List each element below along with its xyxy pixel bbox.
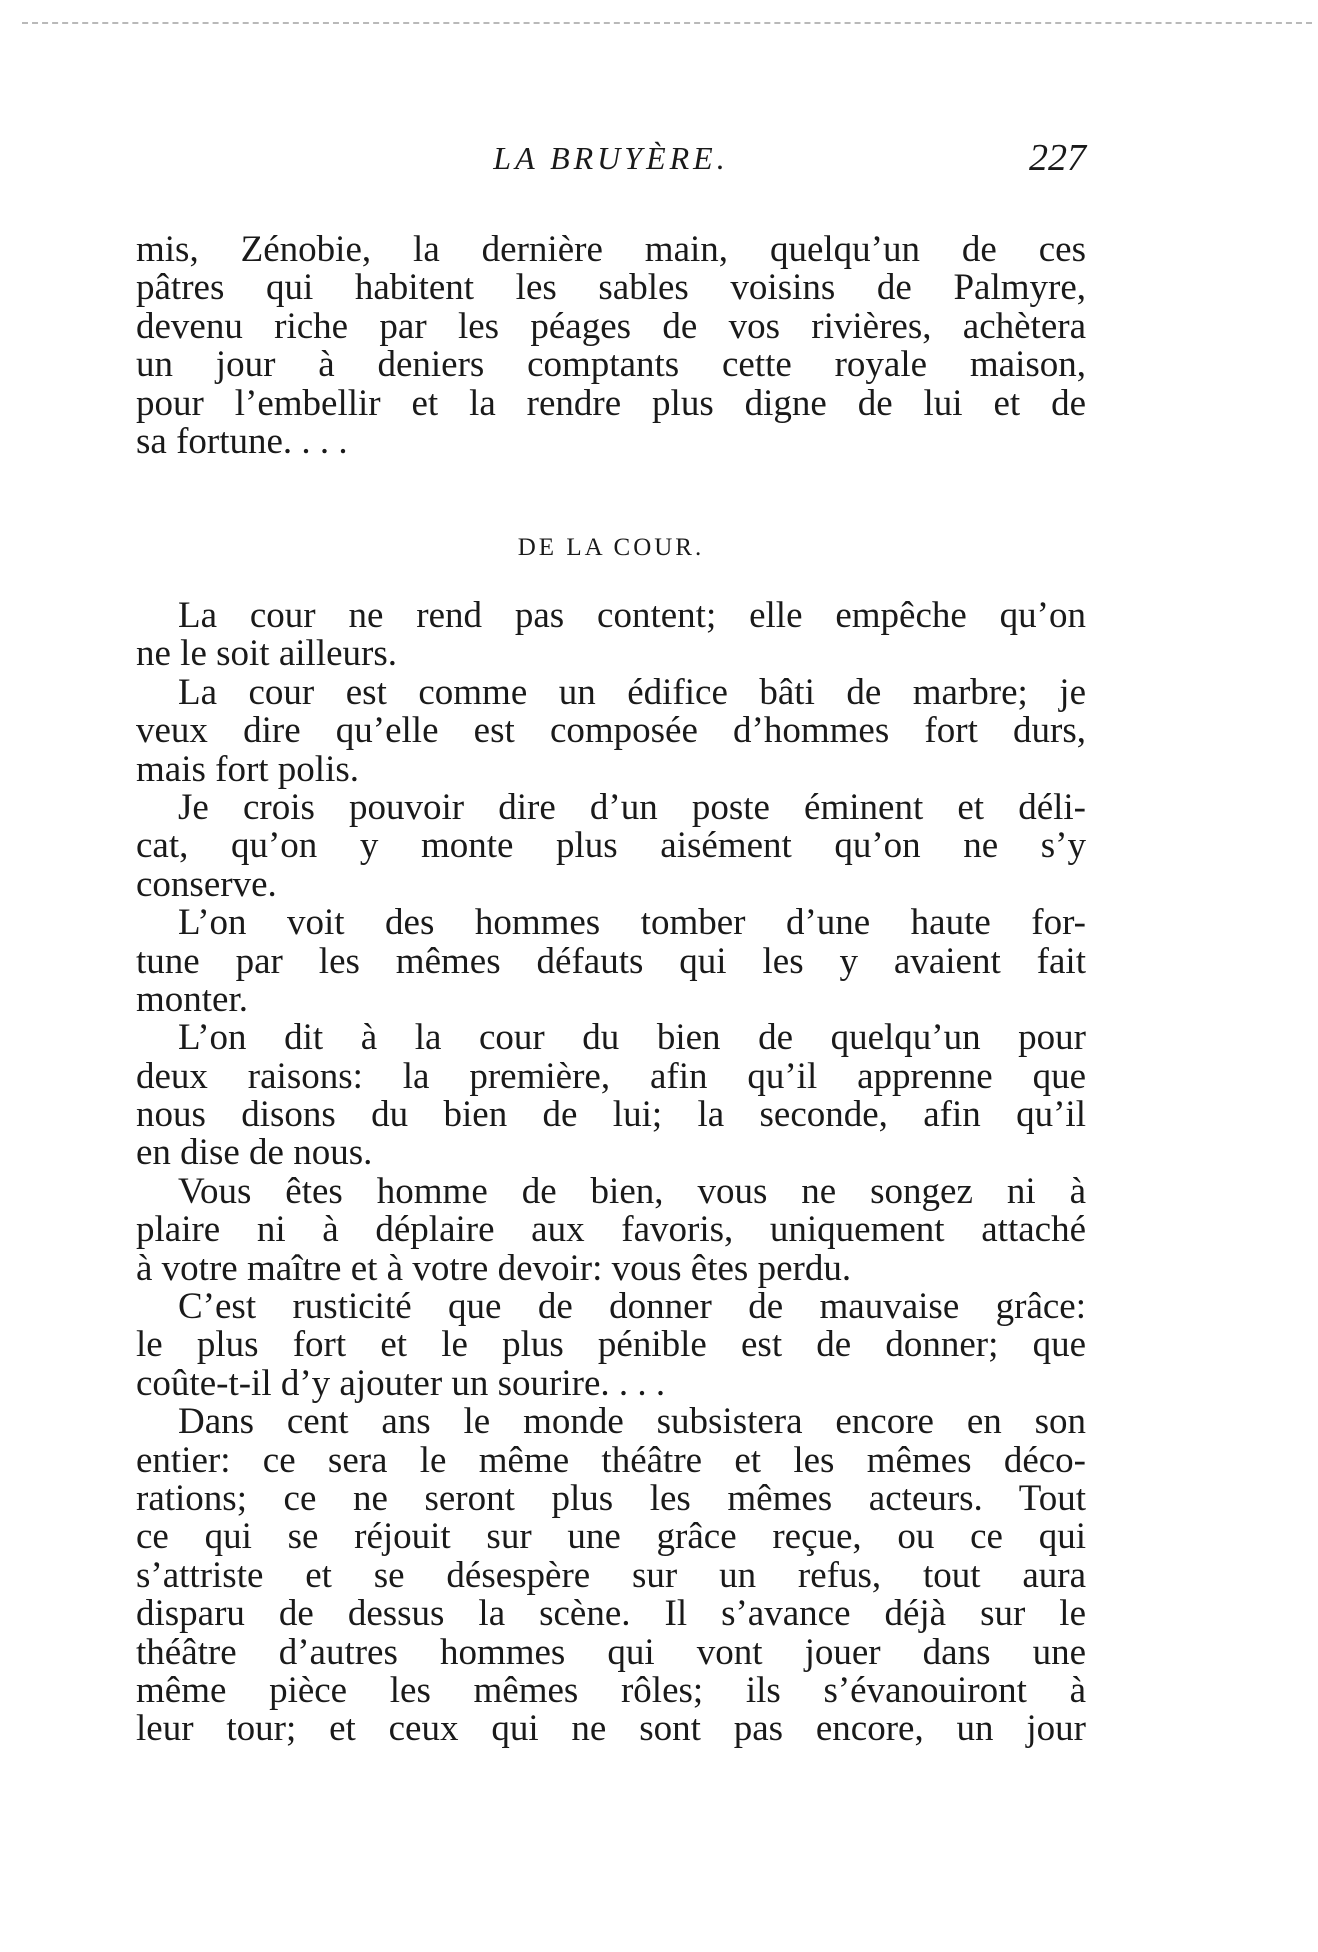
page-number: 227 <box>1029 137 1086 179</box>
text-line: nous disons du bien de lui; la seconde, afin qu’il <box>136 1094 1086 1136</box>
text-line: en dise de nous. <box>136 1132 373 1174</box>
text-line: devenu riche par les péages de vos rivières, achètera <box>136 305 1086 347</box>
text-line: coûte-t-il d’y ajouter un sourire. . . . <box>136 1362 666 1404</box>
intro-paragraph <box>136 231 1086 461</box>
text-line: s’attriste et se désespère sur un refus, tout aura <box>136 1554 1086 1596</box>
text-line: même pièce les mêmes rôles; ils s’évanouiront à <box>136 1669 1086 1711</box>
running-title: LA BRUYÈRE. <box>493 140 729 176</box>
text-line: Dans cent ans le monde subsistera encore en son <box>178 1401 1086 1443</box>
text-line: mis, Zénobie, la dernière main, quelqu’un de ces <box>136 229 1086 270</box>
text-line: mais fort polis. <box>136 748 360 790</box>
text-line: ce qui se réjouit sur une grâce reçue, ou ce qui <box>136 1516 1086 1558</box>
text-line: cat, qu’on y monte plus aisément qu’on ne s’y <box>136 825 1086 867</box>
text-line: sa fortune. . . . <box>136 420 348 462</box>
text-line: leur tour; et ceux qui ne sont pas encore, un jour <box>136 1708 1086 1750</box>
text-line: plaire ni à déplaire aux favoris, uniquement attaché <box>136 1209 1086 1251</box>
text-line: C’est rusticité que de donner de mauvaise grâce: <box>178 1286 1086 1328</box>
scan-top-edge-rule <box>22 22 1312 24</box>
text-line: ne le soit ailleurs. <box>136 633 397 675</box>
text-line: tune par les mêmes défauts qui les y avaient fait <box>136 940 1086 982</box>
text-line: deux raisons: la première, afin qu’il apprenne que <box>136 1055 1086 1097</box>
text-line: conserve. <box>136 863 277 905</box>
text-line: le plus fort et le plus pénible est de donner; que <box>136 1324 1086 1366</box>
text-line: La cour est comme un édifice bâti de marbre; je <box>178 671 1086 713</box>
text-line: veux dire qu’elle est composée d’hommes fort durs, <box>136 710 1086 752</box>
running-head <box>136 137 1086 184</box>
text-line: un jour à deniers comptants cette royale maison, <box>136 344 1086 386</box>
text-line: L’on dit à la cour du bien de quelqu’un pour <box>178 1017 1086 1059</box>
text-line: L’on voit des hommes tomber d’une haute for- <box>178 902 1086 944</box>
section-heading: DE LA COUR. <box>517 534 705 561</box>
text-line: Je crois pouvoir dire d’un poste éminent et déli- <box>178 786 1086 828</box>
text-line: monter. <box>136 978 249 1020</box>
text-line: Vous êtes homme de bien, vous ne songez ni à <box>178 1170 1086 1212</box>
text-line: entier: ce sera le même théâtre et les mêmes déco- <box>136 1439 1086 1481</box>
text-line: pour l’embellir et la rendre plus digne de lui et de <box>136 382 1086 424</box>
text-line: théâtre d’autres hommes qui vont jouer dans une <box>136 1631 1086 1673</box>
text-line: disparu de dessus la scène. Il s’avance déjà sur le <box>136 1593 1086 1635</box>
text-line: La cour ne rend pas content; elle empêche qu’on <box>178 595 1086 636</box>
text-line: à votre maître et à votre devoir: vous êtes perdu. <box>136 1247 852 1289</box>
text-line: rations; ce ne seront plus les mêmes acteurs. Tout <box>136 1477 1086 1519</box>
text-line: pâtres qui habitent les sables voisins de Palmyre, <box>136 267 1086 309</box>
main-text <box>136 597 1086 1749</box>
